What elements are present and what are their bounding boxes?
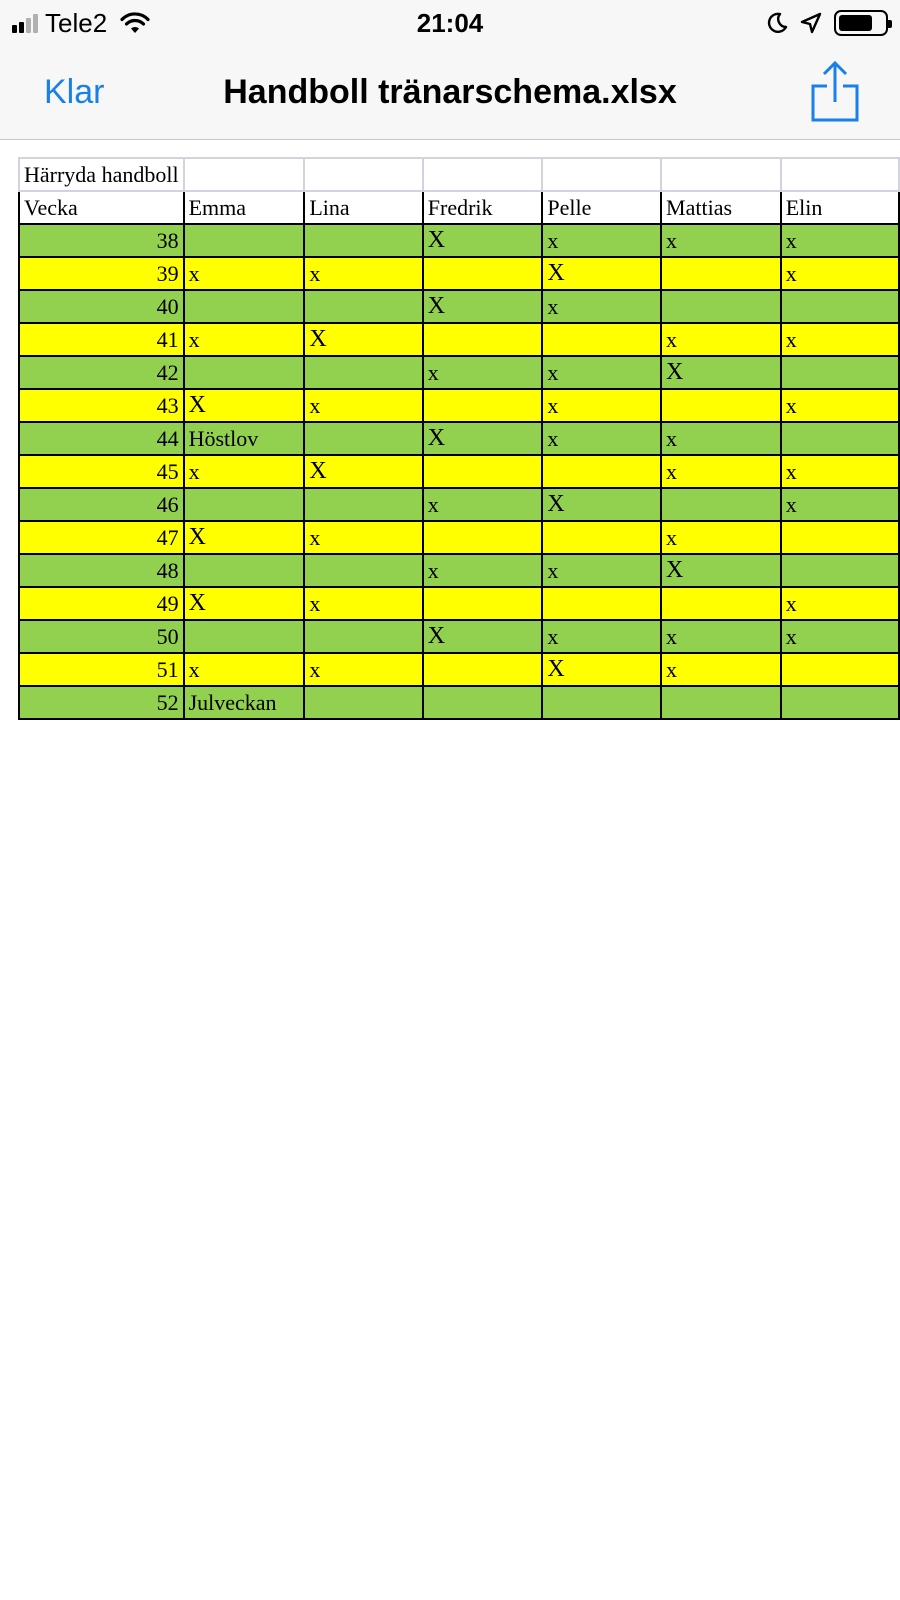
empty-cell [304, 158, 422, 191]
week-cell: 43 [19, 389, 184, 422]
schedule-cell: X [423, 224, 543, 257]
schedule-cell: x [184, 323, 305, 356]
schedule-cell [781, 554, 899, 587]
battery-icon [834, 10, 888, 36]
table-row [19, 653, 899, 686]
carrier-label: Tele2 [45, 7, 108, 38]
table-row [19, 455, 899, 488]
schedule-cell: x [542, 356, 661, 389]
location-arrow-icon [800, 12, 822, 34]
schedule-cell [304, 686, 422, 719]
week-cell: 40 [19, 290, 184, 323]
schedule-cell [423, 257, 543, 290]
document-title: Handboll tränarschema.xlsx [223, 73, 677, 111]
sheet-title-row [19, 158, 899, 191]
schedule-cell: x [304, 389, 422, 422]
schedule-cell [781, 422, 899, 455]
schedule-cell [423, 587, 543, 620]
week-cell: 39 [19, 257, 184, 290]
table-row [19, 587, 899, 620]
schedule-cell [542, 686, 661, 719]
schedule-cell: X [423, 422, 543, 455]
table-row [19, 488, 899, 521]
table-row [19, 554, 899, 587]
schedule-cell: x [661, 455, 781, 488]
schedule-cell: x [661, 323, 781, 356]
schedule-cell [661, 389, 781, 422]
schedule-cell: x [781, 455, 899, 488]
column-header: Vecka [19, 191, 184, 224]
schedule-cell [304, 224, 422, 257]
schedule-cell: x [542, 389, 661, 422]
schedule-cell: x [781, 488, 899, 521]
schedule-cell: x [781, 389, 899, 422]
schedule-cell [423, 323, 543, 356]
schedule-cell [661, 290, 781, 323]
schedule-cell [542, 323, 661, 356]
column-header: Emma [184, 191, 305, 224]
schedule-cell [661, 686, 781, 719]
schedule-cell [304, 356, 422, 389]
schedule-cell [304, 422, 422, 455]
sheet-title-cell: Härryda handboll [19, 158, 184, 191]
schedule-cell [184, 554, 305, 587]
schedule-cell [184, 290, 305, 323]
week-cell: 47 [19, 521, 184, 554]
schedule-cell [423, 521, 543, 554]
week-cell: 46 [19, 488, 184, 521]
week-cell: 45 [19, 455, 184, 488]
schedule-cell: X [184, 521, 305, 554]
schedule-cell [542, 521, 661, 554]
schedule-cell [661, 257, 781, 290]
week-cell: 48 [19, 554, 184, 587]
schedule-cell: X [423, 290, 543, 323]
empty-cell [781, 158, 899, 191]
week-cell: 50 [19, 620, 184, 653]
schedule-cell: x [423, 488, 543, 521]
schedule-cell: x [184, 653, 305, 686]
schedule-cell [661, 587, 781, 620]
schedule-cell [304, 290, 422, 323]
table-row [19, 257, 899, 290]
status-bar [0, 0, 900, 46]
schedule-cell: x [781, 323, 899, 356]
schedule-cell [423, 653, 543, 686]
schedule-cell: x [304, 521, 422, 554]
table-row [19, 620, 899, 653]
schedule-cell: X [661, 356, 781, 389]
schedule-cell [304, 620, 422, 653]
schedule-cell: x [661, 521, 781, 554]
table-row [19, 686, 899, 719]
empty-cell [542, 158, 661, 191]
week-cell: 41 [19, 323, 184, 356]
column-header: Pelle [542, 191, 661, 224]
schedule-cell [304, 488, 422, 521]
schedule-cell [781, 290, 899, 323]
schedule-cell: X [184, 587, 305, 620]
schedule-cell: X [542, 257, 661, 290]
schedule-cell: x [184, 257, 305, 290]
empty-cell [661, 158, 781, 191]
schedule-cell: x [542, 554, 661, 587]
schedule-cell: X [304, 323, 422, 356]
schedule-cell [423, 389, 543, 422]
schedule-cell: x [542, 290, 661, 323]
table-row [19, 521, 899, 554]
navigation-bar [0, 46, 900, 140]
schedule-cell [184, 620, 305, 653]
schedule-cell: x [542, 224, 661, 257]
table-row [19, 290, 899, 323]
schedule-cell: x [184, 455, 305, 488]
schedule-cell: X [304, 455, 422, 488]
empty-cell [423, 158, 543, 191]
column-header: Lina [304, 191, 422, 224]
schedule-cell: x [423, 554, 543, 587]
week-cell: 51 [19, 653, 184, 686]
schedule-cell: X [661, 554, 781, 587]
schedule-cell [184, 488, 305, 521]
schedule-cell: x [781, 224, 899, 257]
schedule-cell [661, 488, 781, 521]
schedule-cell: x [661, 224, 781, 257]
schedule-cell [304, 554, 422, 587]
table-row [19, 422, 899, 455]
schedule-cell: x [423, 356, 543, 389]
schedule-cell: x [542, 620, 661, 653]
schedule-cell: Julveckan [184, 686, 305, 719]
week-cell: 42 [19, 356, 184, 389]
schedule-cell: x [781, 257, 899, 290]
schedule-cell [184, 224, 305, 257]
schedule-cell: x [304, 257, 422, 290]
schedule-cell: x [781, 587, 899, 620]
table-row [19, 356, 899, 389]
schedule-cell: x [661, 620, 781, 653]
schedule-cell: X [423, 620, 543, 653]
schedule-cell [423, 686, 543, 719]
schedule-cell: X [542, 653, 661, 686]
status-right [766, 6, 888, 40]
week-cell: 49 [19, 587, 184, 620]
column-header: Fredrik [423, 191, 543, 224]
column-header: Elin [781, 191, 899, 224]
table-row [19, 323, 899, 356]
schedule-cell: x [661, 653, 781, 686]
empty-cell [184, 158, 305, 191]
schedule-cell [542, 455, 661, 488]
schedule-cell [781, 356, 899, 389]
header-row [19, 191, 899, 224]
done-button[interactable]: Klar [44, 73, 105, 111]
share-icon[interactable] [808, 60, 862, 126]
column-header: Mattias [661, 191, 781, 224]
moon-icon [766, 12, 788, 34]
week-cell: 44 [19, 422, 184, 455]
schedule-cell [781, 653, 899, 686]
schedule-cell [542, 587, 661, 620]
schedule-cell [781, 521, 899, 554]
schedule-cell: x [781, 620, 899, 653]
schedule-cell [184, 356, 305, 389]
schedule-cell: x [304, 653, 422, 686]
schedule-cell [423, 455, 543, 488]
schedule-cell: x [661, 422, 781, 455]
schedule-cell: X [184, 389, 305, 422]
table-row [19, 224, 899, 257]
status-time: 21:04 [416, 8, 484, 38]
schedule-cell: x [304, 587, 422, 620]
spreadsheet-table [18, 157, 900, 720]
schedule-cell: x [542, 422, 661, 455]
schedule-cell [781, 686, 899, 719]
table-row [19, 389, 899, 422]
schedule-cell: X [542, 488, 661, 521]
week-cell: 38 [19, 224, 184, 257]
schedule-cell: Höstlov [184, 422, 305, 455]
week-cell: 52 [19, 686, 184, 719]
